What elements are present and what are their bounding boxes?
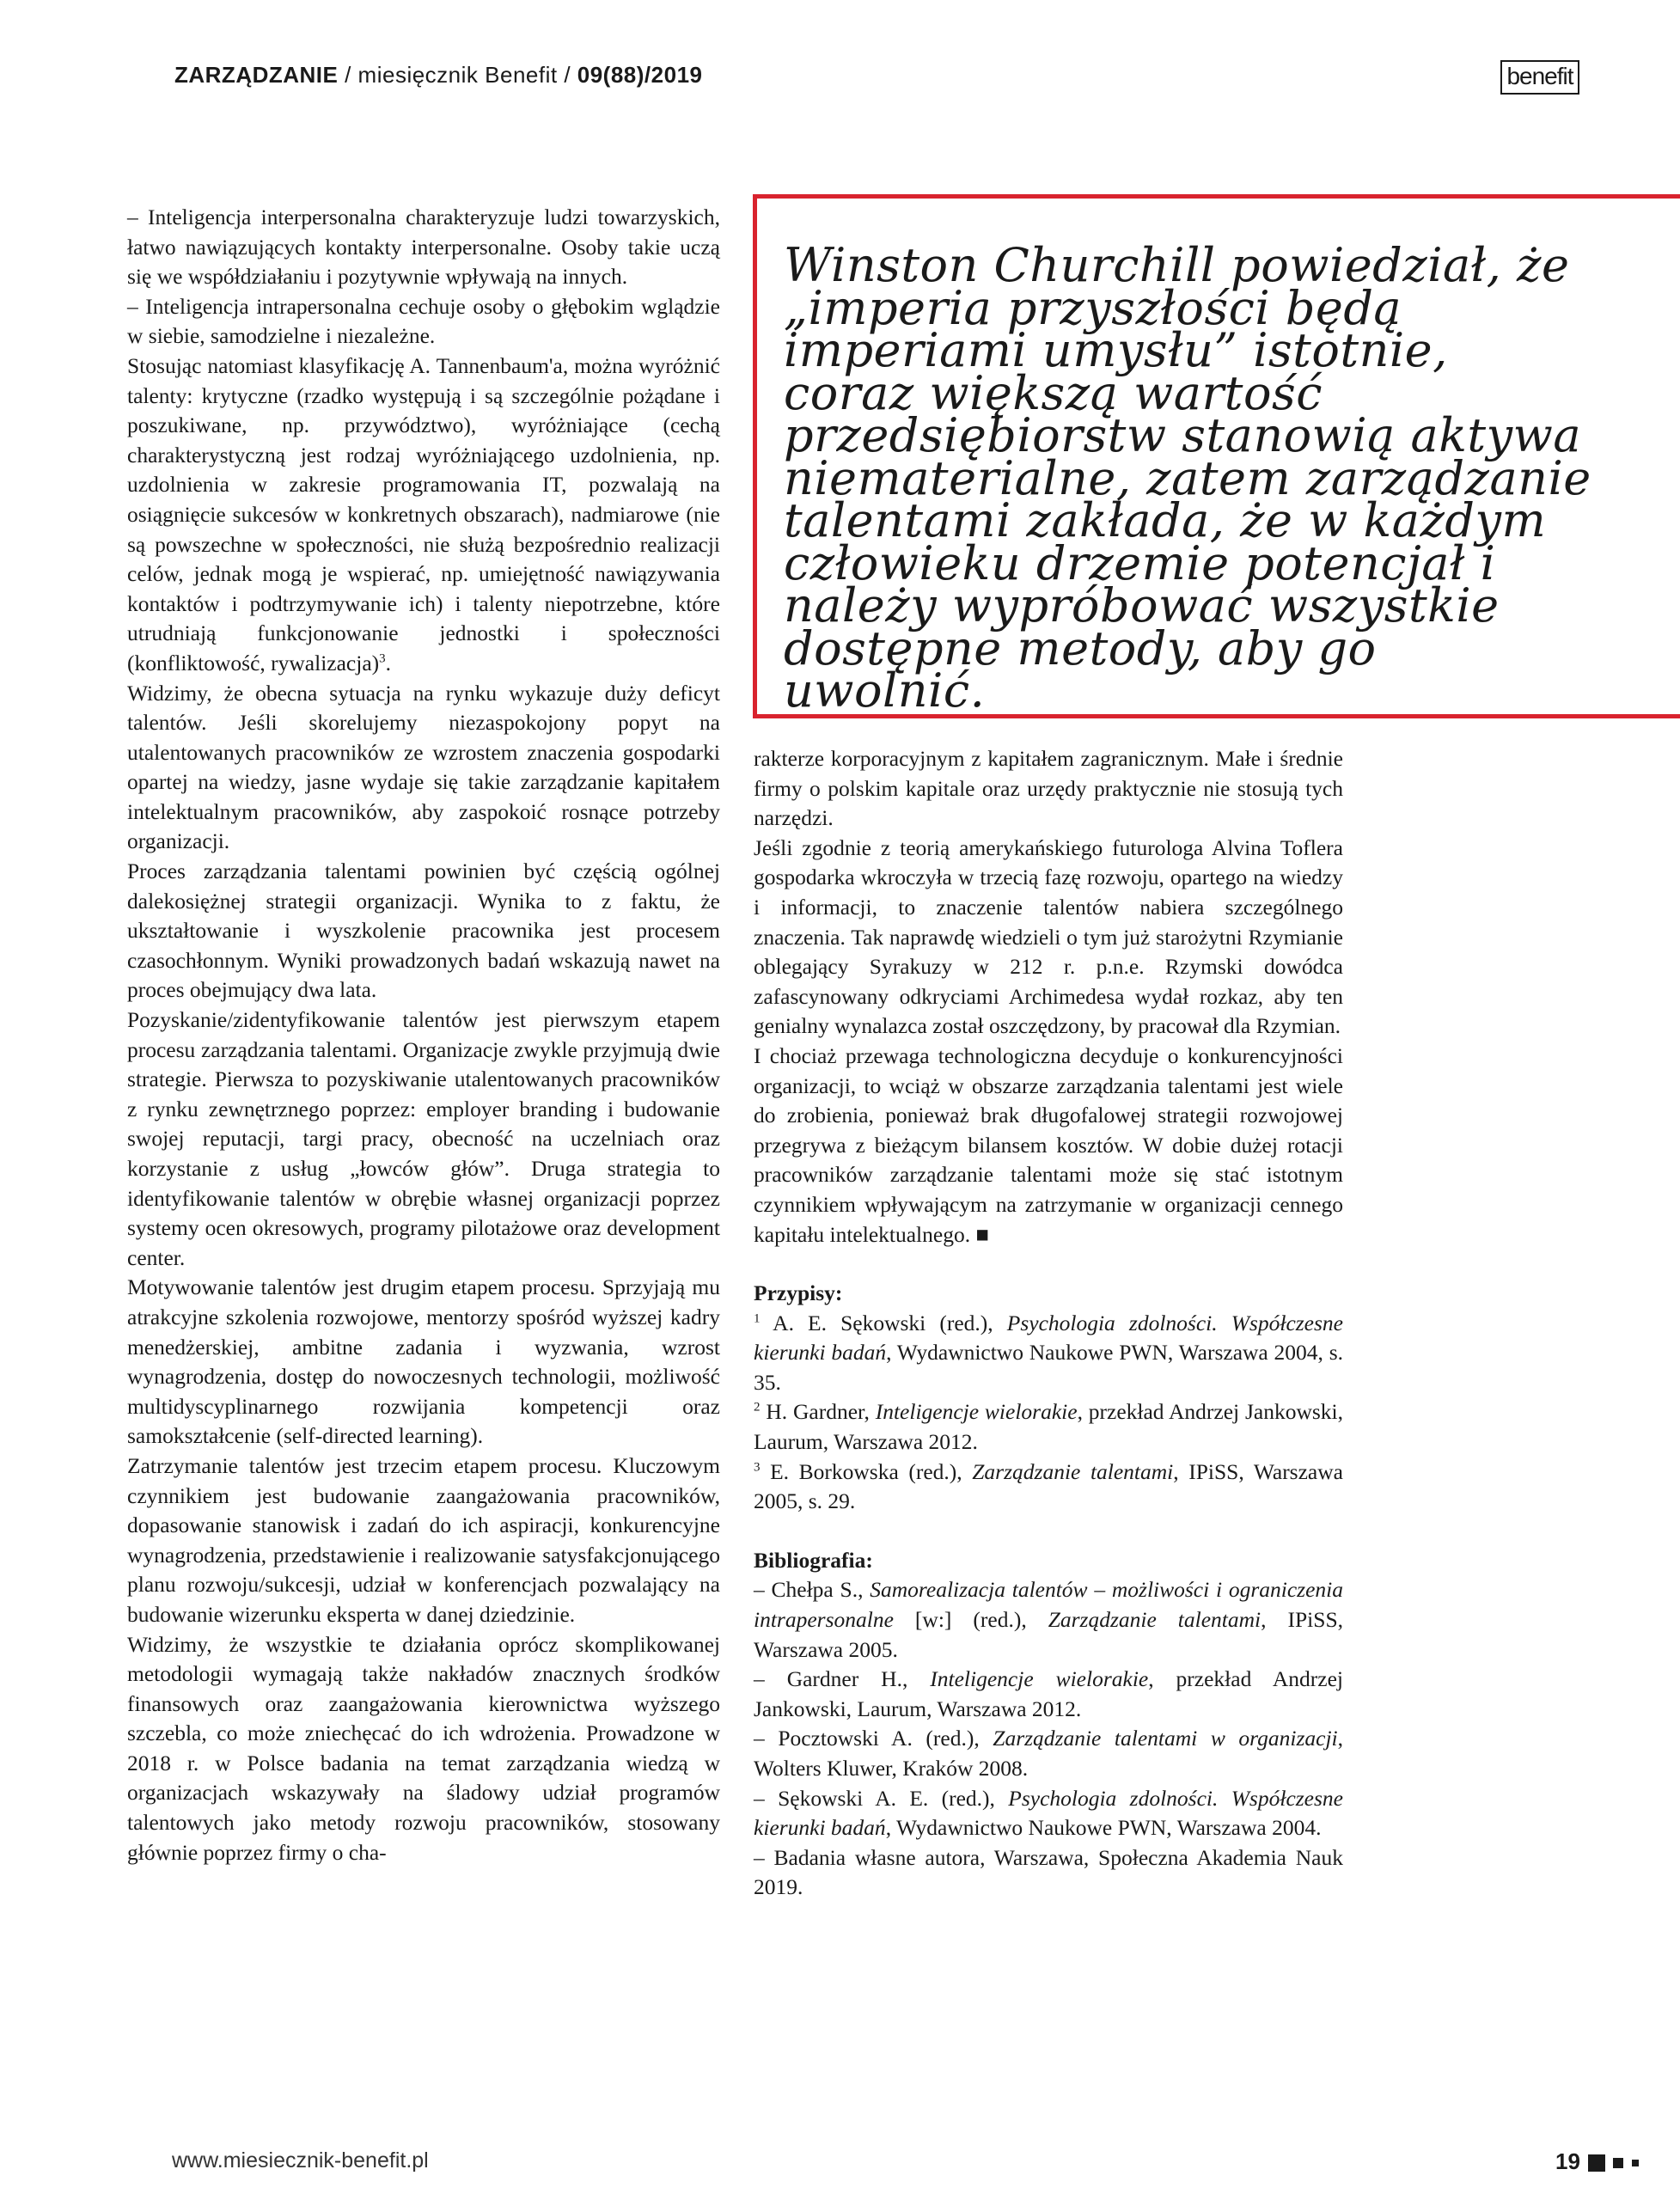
page-number-text: 19	[1555, 2148, 1580, 2174]
paragraph: – Inteligencja intrapersonalna cechuje osoby o głębokim wglądzie w siebie, samodzielne i niezależne.	[127, 293, 720, 349]
bibliography-title: Zarządzanie talentami w organizacji	[993, 1726, 1338, 1751]
right-column	[754, 744, 1343, 1903]
header-magazine: miesięcznik Benefit	[357, 62, 558, 88]
footnote-text: A. E. Sękowski (red.),	[760, 1310, 1007, 1335]
pull-quote: Winston Churchill powiedział, że „imperia przyszłości będą imperiami umysłu” istotnie, coraz większą wartość przedsiębiorstw stanowią aktywa niematerialne, zatem zarządzanie talentami zakłada, że w każdym człowieku drzemie potencjał i należy wypróbować wszystkie dostępne metody, aby go uwolnić.	[784, 238, 1591, 718]
footnote-text: , Wydawnictwo Naukowe PWN, Warszawa 2004, s. 35.	[754, 1340, 1343, 1395]
bibliography-title: Psychologia zdolności. Współczesne kierunki badań	[754, 1785, 1343, 1841]
bibliography-text: – Gardner H.,	[754, 1666, 931, 1692]
footnote-text: , IPiSS, Warszawa 2005, s. 29.	[754, 1458, 1343, 1514]
square-mark-icon	[1588, 2154, 1605, 2172]
square-mark-icon	[1632, 2160, 1639, 2166]
footnote-item	[754, 1458, 1343, 1517]
bibliography-text: , Wydawnictwo Naukowe PWN, Warszawa 2004.	[885, 1815, 1322, 1841]
bibliography-list	[754, 1575, 1343, 1903]
paragraph: Motywowanie talentów jest drugim etapem procesu. Sprzyjają mu atrakcyjne szkolenia rozwojowe, mentorzy spośród wyższej kadry menedżerskiej, ambitne zadania i wyzwania, wzrost wynagrodzenia, dostęp do nowoczesnych technologii, możliwość multidyscyplinarnego rozwijania kompetencji oraz samokształcenie (self-directed learning).	[127, 1274, 720, 1449]
bibliography-text: – Sękowski A. E. (red.),	[754, 1785, 1009, 1811]
footnote-title: Inteligencje wielorakie	[875, 1399, 1078, 1425]
bibliography-item	[754, 1843, 1343, 1903]
left-column	[127, 203, 720, 1867]
bibliography-text: , przekład Andrzej Jankowski, Laurum, Warszawa 2012.	[754, 1666, 1343, 1721]
bibliography-title: Bibliografia:	[754, 1547, 873, 1573]
paragraph: – Inteligencja interpersonalna charakteryzuje ludzi towarzyskich, łatwo nawiązujących kontakty interpersonalne. Osoby takie uczą się we współdziałaniu i pozytywnie wpływają na innych.	[127, 205, 720, 290]
end-mark: ■	[975, 1221, 989, 1247]
paragraph-text: Stosując natomiast klasyfikację A. Tannenbaum'a, można wyróżnić talenty: krytyczne (rzadko występują i są szczególnie pożądane i poszukiwane, np. przywództwo), wyróżniające (cechą charakterystyczną jest rodzaj wyróżniającego uzdolnienia, np. uzdolnienia w zakresie programowania IT, pozwalają na osiągnięcie sukcesów w konkretnych obszarach), nadmiarowe (nie są powszechne w społeczności, nie służą bezpośrednio realizacji celów, jednak mogą je wspierać, np. umiejętność nawiązywania kontaktów i podtrzymywanie ich) i talenty niepotrzebne, które utrudniają funkcjonowanie jednostki i społeczności (konfliktowość, rywalizacja)	[127, 352, 720, 675]
paragraph-text: I chociaż przewaga technologiczna decyduje o konkurencyjności organizacji, to wciąż w obszarze zarządzania talentami jest wiele do zrobienia, ponieważ brak długofalowej strategii rozwojowej przegrywa z bieżącym bilansem kosztów. W dobie dużej rotacji pracowników zarządzanie talentami może się stać istotnym czynnikiem wpływającym na zatrzymanie w organizacji cennego kapitału intelektualnego.	[754, 1042, 1343, 1247]
bibliography-title: Samorealizacja talentów – możliwości i ograniczenia intrapersonalne	[754, 1577, 1343, 1633]
header-section: ZARZĄDZANIE	[174, 62, 339, 88]
header-separator: /	[338, 62, 358, 88]
footnote-text: H. Gardner,	[760, 1399, 876, 1425]
footnote-number: 2	[754, 1400, 761, 1415]
footer-url: www.miesiecznik-benefit.pl	[172, 2148, 429, 2172]
bibliography-text: , IPiSS, Warszawa 2005.	[754, 1607, 1344, 1662]
bibliography-item	[754, 1665, 1343, 1724]
bibliography-text: , Wolters Kluwer, Kraków 2008.	[754, 1726, 1343, 1781]
paragraph: rakterze korporacyjnym z kapitałem zagranicznym. Małe i średnie firmy o polskim kapitale oraz urzędy praktycznie nie stosują tych narzędzi.	[754, 746, 1343, 831]
footnote-ref: 3	[379, 651, 386, 666]
paragraph-text: .	[385, 650, 392, 675]
paragraph	[754, 1042, 1343, 1250]
paragraph: Pozyskanie/zidentyfikowanie talentów jest pierwszym etapem procesu zarządzania talentami. Organizacje zwykle przyjmują dwie strategie. Pierwsza to pozyskiwanie utalentowanych pracowników z rynku zewnętrznego poprzez: employer branding i budowanie swojej reputacji, targi pracy, obecność na uczelniach oraz korzystanie z usług „łowców głów”. Druga strategia to identyfikowanie talentów w obrębie własnej organizacji poprzez systemy ocen okresowych, programy pilotażowe oraz development center.	[127, 1007, 720, 1270]
footnote-number: 3	[754, 1460, 761, 1475]
paragraph: Proces zarządzania talentami powinien być częścią ogólnej dalekosiężnej strategii organizacji. Wynika to z faktu, że ukształtowanie i wyszkolenie pracownika jest procesem czasochłonnym. Wyniki prowadzonych badań wskazują nawet na proces obejmujący dwa lata.	[127, 859, 720, 1003]
paragraph: Jeśli zgodnie z teorią amerykańskiego futurologa Alvina Toflera gospodarka wkroczyła w trzecią fazę rozwoju, opartego na wiedzy i informacji, to znaczenie talentów nabiera szczególnego znaczenia. Tak naprawdę wiedzieli o tym już starożytni Rzymianie oblegający Syrakuzy w 212 r. p.n.e. Rzymski dowódca zafascynowany odkryciami Archimedesa wydał rozkaz, aby ten genialny wynalazca został oszczędzony, by pracował dla Rzymian.	[754, 834, 1343, 1039]
page-number	[1555, 2148, 1639, 2175]
footnote-text: , przekład Andrzej Jankowski, Laurum, Warszawa 2012.	[754, 1399, 1344, 1455]
footnote-item	[754, 1397, 1343, 1457]
header-separator: /	[557, 62, 577, 88]
footnote-number: 1	[754, 1311, 761, 1326]
running-header	[174, 62, 703, 89]
bibliography-item	[754, 1575, 1343, 1665]
bibliography-text: – Badania własne autora, Warszawa, Społeczna Akademia Nauk 2019.	[754, 1844, 1343, 1900]
footnote-item	[754, 1309, 1343, 1398]
bibliography-item	[754, 1784, 1343, 1843]
square-mark-icon	[1613, 2158, 1623, 2168]
bibliography-title: Inteligencje wielorakie	[930, 1666, 1149, 1692]
benefit-logo: benefit	[1500, 60, 1579, 95]
footnote-title: Psychologia zdolności. Współczesne kierunki badań	[754, 1310, 1343, 1366]
paragraph: Widzimy, że obecna sytuacja na rynku wykazuje duży deficyt talentów. Jeśli skorelujemy niezaspokojony popyt na utalentowanych pracowników ze wzrostem znaczenia gospodarki opartej na wiedzy, jasne wydaje się takie zarządzanie kapitałem intelektualnym pracowników, aby zaspokoić rosnące potrzeby organizacji.	[127, 680, 720, 854]
footnotes-title: Przypisy:	[754, 1280, 843, 1306]
bibliography-item	[754, 1724, 1343, 1783]
bibliography-text: – Pocztowski A. (red.),	[754, 1726, 993, 1751]
bibliography-title: Zarządzanie talentami	[1048, 1607, 1262, 1633]
footnote-title: Zarządzanie talentami	[972, 1458, 1174, 1484]
bibliography-text: [w:] (red.),	[893, 1607, 1048, 1633]
header-issue: 09(88)/2019	[577, 62, 703, 88]
bibliography-text: – Chełpa S.,	[754, 1577, 871, 1603]
footnotes-list	[754, 1309, 1343, 1517]
paragraph	[127, 351, 720, 679]
footnote-text: E. Borkowska (red.),	[760, 1458, 973, 1484]
paragraph: Zatrzymanie talentów jest trzecim etapem procesu. Kluczowym czynnikiem jest budowanie zaangażowania pracowników, dopasowanie stanowisk i zadań do ich aspiracji, konkurencyjne wynagrodzenia, przedstawienie i realizowanie satysfakcjonującego planu rozwoju/sukcesji, udział w konferencjach pozwalający na budowanie wizerunku eksperta w danej dziedzinie.	[127, 1452, 720, 1627]
paragraph: Widzimy, że wszystkie te działania oprócz skomplikowanej metodologii wymagają także nakładów znacznych środków finansowych oraz zaangażowania kierownictwa wyższego szczebla, co może zniechęcać do ich wdrożenia. Prowadzone w 2018 r. w Polsce badania na temat zarządzania wiedzą w organizacjach wskazywały na śladowy udział programów talentowych jako metody rozwoju pracowników, stosowany głównie poprzez firmy o cha-	[127, 1631, 720, 1865]
